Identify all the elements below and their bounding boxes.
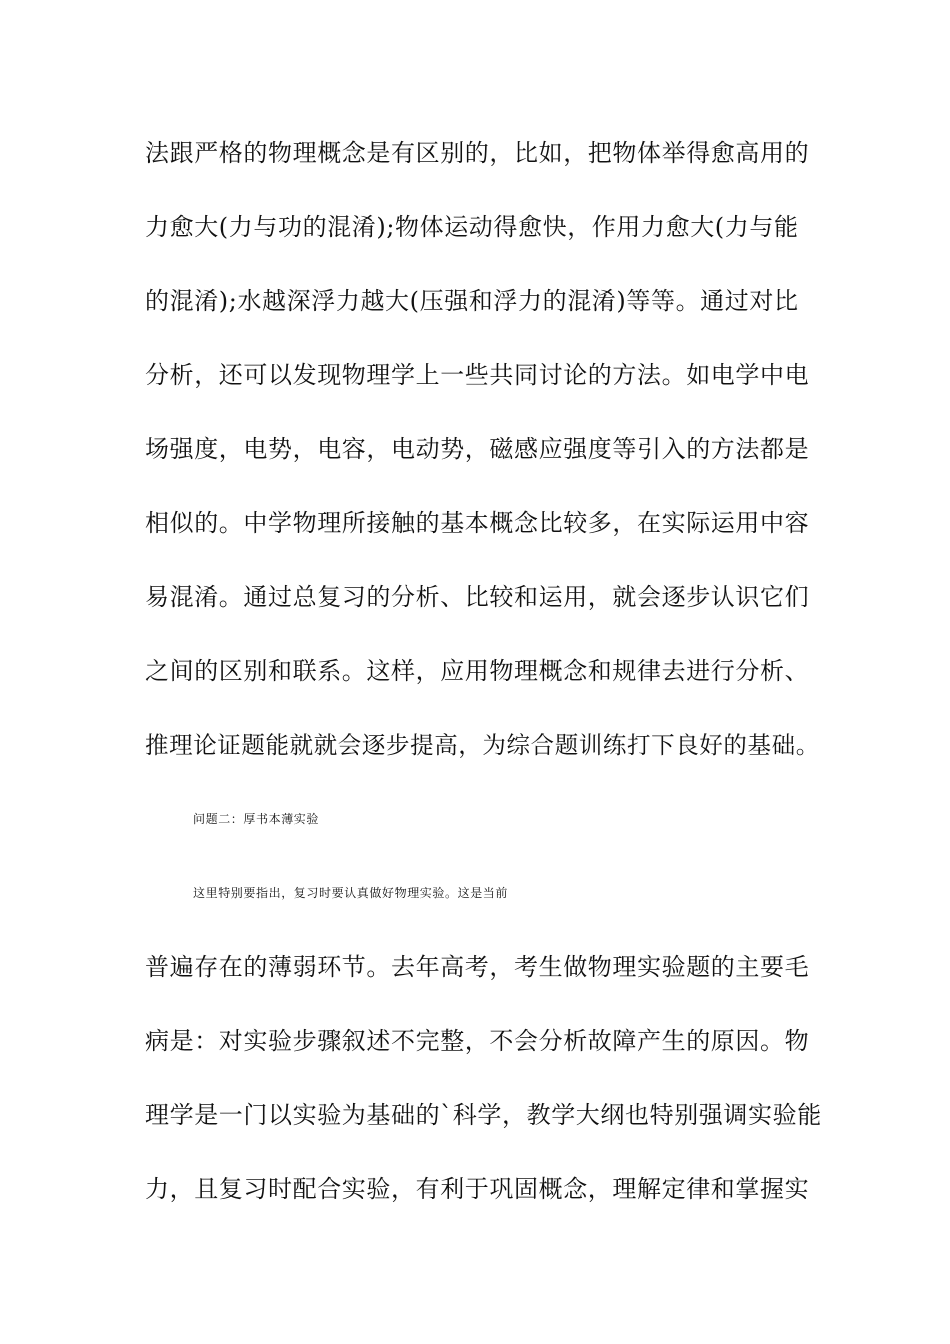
paragraph-line: 力愈大(力与功的混淆);物体运动得愈快，作用力愈大(力与能 (145, 213, 799, 241)
paragraph-line: 易混淆。通过总复习的分析、比较和运用，就会逐步认识它们 (145, 583, 810, 611)
paragraph-line: 普遍存在的薄弱环节。去年高考，考生做物理实验题的主要毛 (145, 953, 810, 981)
paragraph-line: 场强度，电势，电容，电动势，磁感应强度等引入的方法都是 (145, 435, 810, 463)
paragraph-line: 病是：对实验步骤叙述不完整，不会分析故障产生的原因。物 (145, 1027, 810, 1055)
paragraph-line: 之间的区别和联系。这样，应用物理概念和规律去进行分析、 (145, 657, 810, 685)
paragraph-line: 分析，还可以发现物理学上一些共同讨论的方法。如电学中电 (145, 361, 810, 389)
paragraph-line: 法跟严格的物理概念是有区别的，比如，把物体举得愈高用的 (145, 139, 810, 167)
paragraph-line: 这里特别要指出，复习时要认真做好物理实验。这是当前 (193, 886, 509, 900)
paragraph-line: 的混淆);水越深浮力越大(压强和浮力的混淆)等等。通过对比 (145, 287, 799, 315)
section-heading: 问题二：厚书本薄实验 (193, 812, 320, 826)
paragraph-line: 力，且复习时配合实验，有利于巩固概念，理解定律和掌握实 (145, 1175, 810, 1203)
paragraph-line: 推理论证题能就就会逐步提高，为综合题训练打下良好的基础。 (145, 731, 820, 759)
paragraph-line: 理学是一门以实验为基础的`科学，教学大纲也特别强调实验能 (145, 1101, 822, 1129)
paragraph-line: 相似的。中学物理所接触的基本概念比较多，在实际运用中容 (145, 509, 810, 537)
